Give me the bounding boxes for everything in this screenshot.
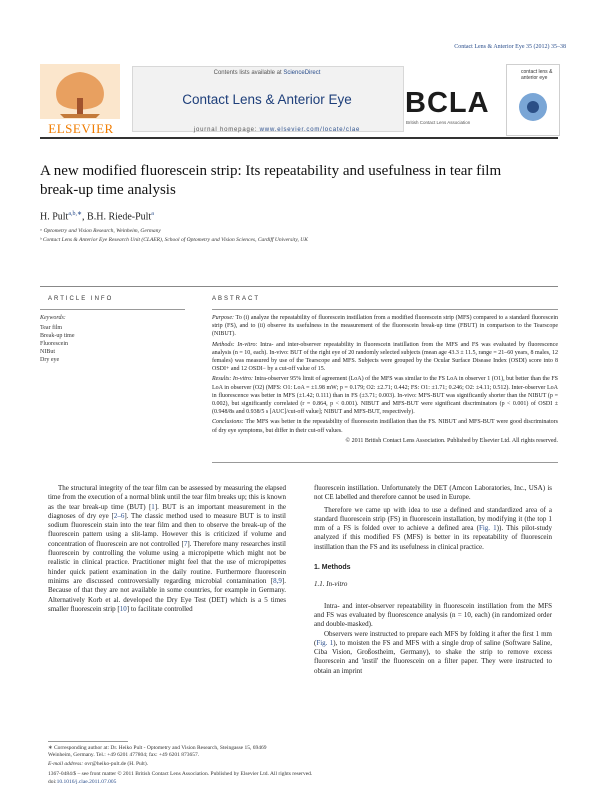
body-text: )). This pilot-study analyzed if this modified FS (MFS) is better in its repeatability of fluorescein instillation than the FS and its usefulness in clinical practice.: [314, 524, 552, 551]
body-left-column: [48, 484, 286, 614]
email-link[interactable]: ovr@heiko-pult.de: [84, 761, 127, 767]
doi-link[interactable]: 10.1016/j.clae.2011.07.005: [56, 779, 117, 785]
body-text: ]. BUT is an important measurement in the diagnoses of dry eye [: [48, 502, 287, 520]
conclusions-label: Conclusions:: [212, 419, 244, 426]
abstract-results: [212, 375, 558, 416]
methods-label: Methods: In-vitro:: [212, 341, 258, 348]
article-info-rule: [40, 309, 185, 310]
body-text: Observers were instructed to prepare each MFS by folding it after the first 1 mm (: [314, 629, 552, 647]
body-paragraph: fluorescein instillation. Unfortunately the DET (Amcon Laboratories, Inc., USA) is not CE labelled and therefore cannot be used in Europe.: [314, 484, 552, 502]
body-text: ] to facilitate controlled: [126, 604, 193, 613]
body-text: ]. Therefore many researches instil fluorescein by controlling the volume using a micropipette which might not be realistic in clinical practice. Practitioner might feel that the use of micropipettes hinder quick patient examination in the daily routine. Furthermore fluorescein minims are discussed controversially regarding microbial contamination [: [48, 539, 286, 585]
issn-line: 1367-0484/$ – see front matter © 2011 British Contact Lens Association. Published by Elsevier Ltd. All rights reserved.: [48, 771, 313, 777]
reference-link[interactable]: 7: [183, 539, 188, 548]
body-text: The structural integrity of the tear film can be assessed by measuring the elapsed time from the execution of a normal blink until the tear film breaks up; this is known as the tear break-up time (BUT) [: [48, 484, 286, 511]
body-text: ]. Because of that they are not available in some countries, for example in Germany. Alternatively Korb et al. developed the Dry Eye Test (DET) which is a 5 times smaller fluorescein strip [: [48, 576, 286, 613]
author-name: B.H. Riede-Pult: [87, 211, 152, 223]
cover-art-icon: [507, 81, 559, 127]
email-suffix: (H. Pult).: [126, 761, 149, 767]
journal-title: Contact Lens & Anterior Eye: [182, 92, 352, 107]
keyword-list: [40, 324, 75, 364]
corresponding-author-footnote: ∗ Corresponding author at: Dr. Heiko Pult - Optometry and Vision Research, Steingasse 15, 69469 Weinheim, Germany. Tel.: +49 6201 477804; fax: +49 6201 873657.: [48, 745, 267, 758]
abstract-bottom-rule: [212, 462, 558, 463]
body-text: ]. The classic method used to measure BUT is to instil sodium fluorescein stain into the tear film and then to observe the break-up of the fluorescein pattern using a slit-lamp. However this is criticized if volume and concentration of fluorescein are not controlled [: [48, 511, 286, 548]
results-text: Intra-observer 95% limit of agreement (LoA) of the MFS was similar to the FS LoA in observer 1 (O1), but better than the FS LoA in observer (O2) (MFS: O1: LoA = ±1.98 mW; p = 0.179; O2: ±2.71; 0.442; FS: O1: ±1.71; 0.246; O2: ±4.11; 0.512). Inter-observer LoA in fluorescence was better in MFS (±1.42; 0.111) than in FS (±3.71; 0.003). In-vivo: MFS-BUT was significantly shorter than the NIBUT (p = 0.002), but significantly correlated (r = 0.864, p < 0.001). NIBUT and MFS-BUT were significant discriminators (p < 0.001) of OSDI ± (0.948/8s and 0.938/5 s [AUC]/cut-off value]; NIBUT and MFS-BUT, respectively).: [212, 376, 559, 416]
affiliation: ᵇ Contact Lens & Anterior Eye Research Unit (CLAER), School of Optometry and Vision Sciences, Cardiff University, UK: [40, 237, 308, 243]
body-paragraph: [48, 484, 286, 614]
contents-line: [132, 70, 402, 76]
figure-link[interactable]: Fig. 1: [478, 524, 497, 533]
elsevier-wordmark: ELSEVIER: [48, 121, 114, 136]
reference-link[interactable]: 8,9: [273, 576, 282, 585]
doi-label: doi:: [48, 779, 57, 785]
abstract-heading: ABSTRACT: [212, 296, 261, 302]
homepage-prefix: journal homepage:: [193, 127, 260, 133]
keyword: Fluorescein: [40, 341, 68, 347]
body-paragraph: [314, 506, 552, 552]
bcla-subtitle: British Contact Lens Association: [406, 120, 471, 125]
keyword: Dry eye: [40, 357, 60, 363]
abstract-purpose: [212, 314, 558, 339]
article-info-heading: ARTICLE INFO: [48, 296, 114, 302]
email-label: E-mail address:: [48, 761, 85, 767]
purpose-text: To (i) analyze the repeatability of fluorescein instillation from a modified fluorescein strip (MFS) compared to a standard fluorescein strip (FS), and to (ii) observe its usefulness in the measurement of the fluorescein break-up time (FBUT) in comparison to the Tearscope (NIBUT).: [212, 315, 558, 338]
reference-link[interactable]: 1: [151, 502, 155, 511]
bcla-logo: BCLA: [405, 87, 490, 119]
keywords-label: Keywords:: [40, 315, 66, 321]
homepage-line: [132, 127, 422, 133]
reference-link[interactable]: 10: [119, 604, 127, 613]
reference-link[interactable]: 2–6: [113, 511, 125, 520]
contents-prefix: Contents lists available at: [213, 70, 284, 76]
header-rule: [40, 137, 558, 139]
homepage-link[interactable]: www.elsevier.com/locate/clae: [259, 127, 361, 133]
abstract-conclusions: [212, 418, 558, 434]
email-footnote: [48, 761, 286, 768]
methods-text: Intra- and inter-observer repeatability in fluorescein instillation from the MFS and FS was evaluated by fluorescence analysis (n = 10, each). In-vivo: BUT of the right eye of 20 randomly selected subjects (mean age 43.3 ± 11.5, range = 21–60 years, 8 males, 12 females) was measured by use of the Tearscope and MFS. Subjects were grouped by the Ocular Surface Disease Index (OSDI) score into 8 OSDI+ and 12 OSDI− by a cut-off value of 15.: [212, 341, 559, 373]
conclusions-text: The MFS was better in the repeatability of fluorescein instillation than the FS. NIBUT and MFS-BUT were good discriminators of dry eye symptoms, but differ in their cut-off values.: [212, 419, 558, 434]
affiliation: ᵃ Optometry and Vision Research, Weinheim, Germany: [40, 228, 161, 234]
sciencedirect-link[interactable]: ScienceDirect: [283, 70, 321, 76]
abstract-rule: [212, 309, 558, 310]
abstract-text: [212, 314, 558, 445]
figure-link[interactable]: Fig. 1: [316, 638, 334, 647]
author-name: H. Pult: [40, 211, 69, 223]
keyword: NIBut: [40, 349, 55, 355]
footnote-rule: [48, 741, 128, 742]
title-rule: [40, 286, 558, 287]
keyword: Break-up time: [40, 333, 75, 339]
journal-cover-thumbnail: [506, 64, 560, 136]
body-paragraph: [314, 630, 552, 676]
abstract-copyright: © 2011 British Contact Lens Association. Published by Elsevier Ltd. All rights reserved.: [345, 437, 558, 444]
body-text: ), to moisten the FS and MFS with a single drop of saline (Software Saline, Ciba Vision, Großostheim, Germany), to shake the strip to remove excess fluorescein and 'instil' the fluorescein on a filter paper. They were instructed to obtain an imprint: [314, 638, 552, 675]
body-paragraph: Intra- and inter-observer repeatability in fluorescein instillation from the MFS and FS was evaluated by fluorescence analysis (n = 10, each) (in randomized order and double-masked).: [314, 601, 552, 629]
author-affiliation-marks[interactable]: a,b,∗: [68, 211, 83, 217]
body-text: Therefore we came up with idea to use a defined and standardized area of a standard fluorescein strip (FS) in fluorescein installation, by modifying it (the top 1 mm of a FS is folded over to achieve a defined area (: [314, 505, 552, 533]
subsection-heading-invitro: 1.1. In-vitro: [314, 580, 348, 589]
section-heading-methods: 1. Methods: [314, 564, 351, 572]
results-label: Results: In-vitro:: [212, 376, 253, 383]
author-separator: ,: [82, 211, 88, 223]
doi-line: [48, 779, 116, 785]
body-right-column: [314, 484, 552, 676]
author-list: [40, 210, 154, 222]
abstract-methods: [212, 341, 558, 374]
cover-title: contact lens & anterior eye: [521, 69, 553, 81]
journal-citation: Contact Lens & Anterior Eye 35 (2012) 35–38: [454, 44, 566, 50]
keyword: Tear film: [40, 325, 63, 331]
author-affiliation-marks[interactable]: a: [151, 211, 154, 217]
purpose-label: Purpose:: [212, 315, 234, 321]
paper-title: A new modified fluorescein strip: Its repeatability and usefulness in tear film break-up time analysis: [40, 163, 502, 198]
